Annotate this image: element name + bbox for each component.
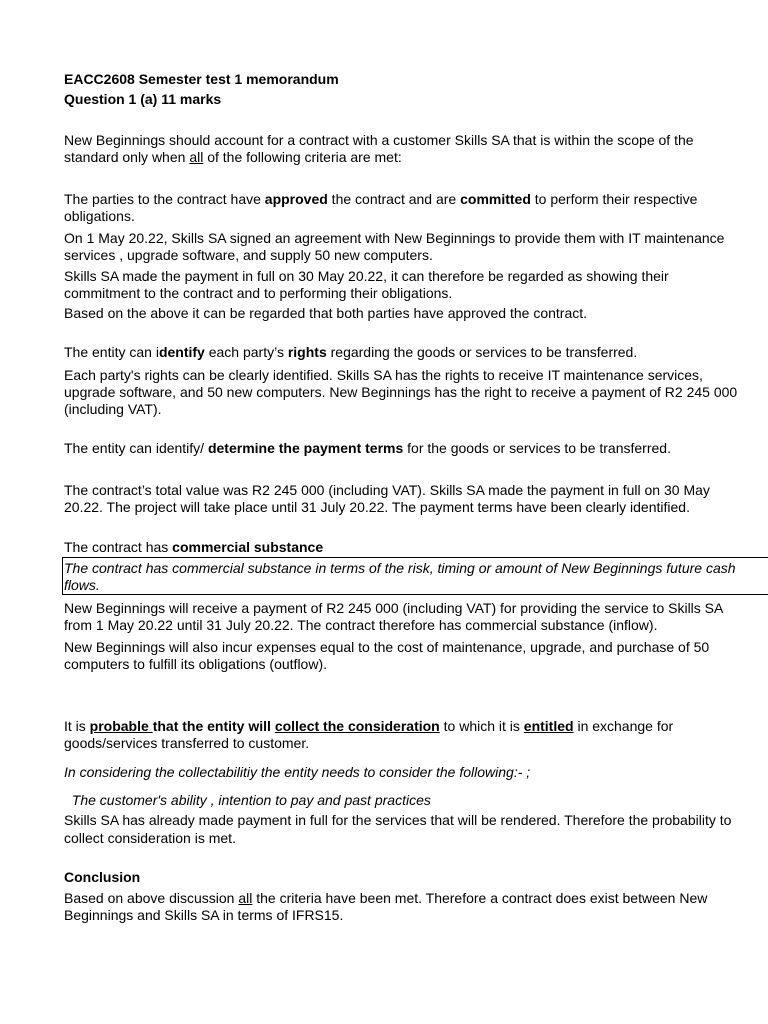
collectability-customer-ability-note: The customer's ability , intention to pay and past practices — [64, 792, 431, 808]
question-heading: Question 1 (a) 11 marks — [64, 91, 222, 107]
collectability-para-line-1: Skills SA has already made payment in full for the services that will be rendered. Therefore the probability to — [64, 812, 732, 828]
rights-para-line-2: upgrade software, and 50 new computers. New Beginnings has the right to receive a payment of R2 245 000 — [64, 384, 738, 400]
criterion-collectability-heading: It is probable that the entity will collect the consideration to which it is entitled in exchange for — [64, 718, 674, 734]
intro-line-1: New Beginnings should account for a contract with a customer Skills SA that is within the scope of the — [64, 132, 694, 148]
criterion-approved-heading-line-2: obligations. — [64, 208, 135, 224]
criterion-rights-heading: The entity can identify each party’s rights regarding the goods or services to be transferred. — [64, 344, 638, 360]
commercial-substance-para-1-line-2: from 1 May 20.22 until 31 July 20.22. The contract therefore has commercial substance (inflow). — [64, 617, 658, 633]
collectability-consideration-note: In considering the collectabilitiy the entity needs to consider the following:- ; — [64, 764, 531, 780]
payment-terms-para-line-2: 20.22. The project will take place until 31 July 20.22. The payment terms have been clearly identified. — [64, 499, 690, 515]
criterion-collectability-heading-line-2: goods/services transferred to customer. — [64, 735, 310, 751]
approved-para-2-line-2: commitment to the contract and to performing their obligations. — [64, 285, 453, 301]
conclusion-heading: Conclusion — [64, 869, 141, 885]
document-title: EACC2608 Semester test 1 memorandum — [64, 71, 339, 87]
intro-line-2: standard only when all of the following criteria are met: — [64, 149, 402, 165]
commercial-substance-definition-line-2: flows. — [64, 577, 100, 593]
rights-para-line-1: Each party's rights can be clearly identified. Skills SA has the rights to receive IT maintenance services, — [64, 367, 703, 383]
commercial-substance-para-2-line-1: New Beginnings will also incur expenses equal to the cost of maintenance, upgrade, and purchase of 50 — [64, 639, 710, 655]
rights-para-line-3: (including VAT). — [64, 401, 162, 417]
commercial-substance-para-1-line-1: New Beginnings will receive a payment of R2 245 000 (including VAT) for providing the service to Skills SA — [64, 600, 724, 616]
collectability-para-line-2: collect consideration is met. — [64, 830, 236, 846]
criterion-approved-heading: The parties to the contract have approved the contract and are committed to perform their respective — [64, 191, 698, 207]
commercial-substance-definition-line-1: The contract has commercial substance in terms of the risk, timing or amount of New Beginnings future cash — [64, 560, 736, 576]
conclusion-line-1: Based on above discussion all the criteria have been met. Therefore a contract does exist between New — [64, 890, 708, 906]
conclusion-line-2: Beginnings and Skills SA in terms of IFRS15. — [64, 907, 344, 923]
approved-para-3: Based on the above it can be regarded that both parties have approved the contract. — [64, 305, 588, 321]
approved-para-1-line-2: services , upgrade software, and supply 50 new computers. — [64, 247, 433, 263]
payment-terms-para-line-1: The contract’s total value was R2 245 000 (including VAT). Skills SA made the payment in full on 30 May — [64, 482, 710, 498]
approved-para-2-line-1: Skills SA made the payment in full on 30 May 20.22, it can therefore be regarded as showing their — [64, 268, 669, 284]
criterion-payment-terms-heading: The entity can identify/ determine the payment terms for the goods or services to be transferred. — [64, 440, 671, 456]
commercial-substance-para-2-line-2: computers to fulfill its obligations (outflow). — [64, 656, 327, 672]
criterion-commercial-substance-heading: The contract has commercial substance — [64, 539, 324, 555]
approved-para-1-line-1: On 1 May 20.22, Skills SA signed an agreement with New Beginnings to provide them with IT maintenance — [64, 230, 725, 246]
